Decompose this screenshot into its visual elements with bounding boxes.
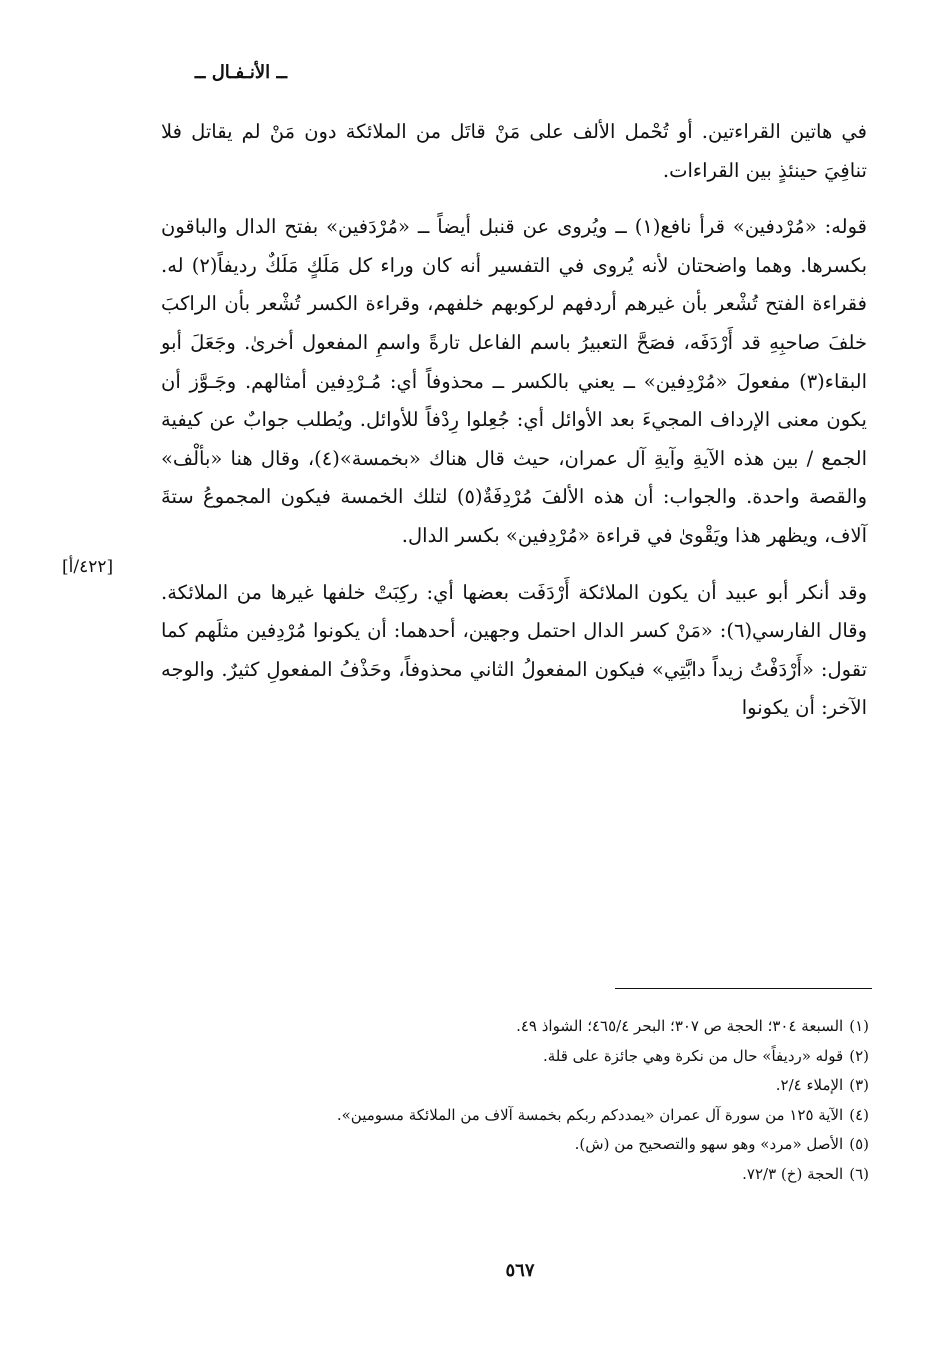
footnote: [169, 1130, 869, 1160]
footnote-number: (١): [849, 1017, 869, 1035]
margin-folio-reference: [٤٢٢/أ]: [62, 557, 114, 577]
footnote-number: (٥): [849, 1135, 869, 1153]
footnote: [169, 1071, 869, 1101]
footnote-text: الأصل «مرد» وهو سهو والتصحيح من (ش).: [574, 1135, 844, 1153]
paragraph: في هاتين القراءتين. أو تُحْمل الألف على مَنْ قاتَل من الملائكة دون مَنْ لم يقاتل فلا تنافِيَ حينئذٍ بين القراءات.: [161, 120, 867, 182]
footnote-text: السبعة ٣٠٤؛ الحجة ص ٣٠٧؛ البحر ٤٦٥/٤؛ الشواذ ٤٩.: [516, 1017, 844, 1035]
footnote-divider: [615, 988, 872, 989]
footnote-text: الحجة (خ) ٧٢/٣.: [742, 1164, 844, 1183]
page-number: ٥٦٧: [505, 1260, 535, 1281]
footnote: [169, 1042, 869, 1072]
footnote: [169, 1012, 869, 1042]
footnote: [169, 1160, 869, 1190]
footnote-text: الإملاء ٢/٤.: [775, 1076, 844, 1094]
footnote: [169, 1101, 869, 1131]
running-header: ــ الأنـفـال ــ: [194, 62, 287, 83]
footnotes: [169, 1012, 869, 1189]
footnote-text: قوله «رديفاً» حال من نكرة وهي جائزة على قلة.: [542, 1046, 844, 1065]
footnote-number: (٣): [849, 1076, 869, 1094]
footnote-text: الآية ١٢٥ من سورة آل عمران «يمددكم ربكم بخمسة آلاف من الملائكة مسومين».: [336, 1105, 844, 1124]
main-text: [161, 113, 867, 728]
paragraph: قوله: «مُرْدفين» قرأ نافع(١) ــ ويُروى عن قنبل أيضاً ــ «مُرْدَفين» بفتح الدال والباقون بكسرها. وهما واضحتان لأنه يُروى في التفسير أنه كان وراء كل مَلَكٍ مَلَكٌ رديفاً(٢) له. فقراءة الفتح تُشْعر بأن غيرهم أردفهم لركوبهم خلفهم، وقراءة الكسر تُشْعر بأن الراكبَ خلفَ صاحبِهِ قد أَرْدَفَه، فصَحَّ التعبيرُ باسم الفاعل تارةً واسمِ المفعول أخرىٰ. وجَعَلَ أبو البقاء(٣) مفعولَ «مُرْدِفين» ــ يعني بالكسر ــ محذوفاً أي: مُـرْدِفين أمثالهم. وجَـوَّز أن يكون معنى الإرداف المجيءَ بعد الأوائل أي: جُعِلوا رِدْفاً للأوائل. ويُطلب جوابٌ عن كيفية الجمع / بين هذه الآيةِ وآيةِ آل عمران، حيث قال هناك «بخمسة»(٤)، وقال هنا «بألْف» والقصة واحدة. والجواب: أن هذه الألفَ مُرْدِفَةٌ(٥) لتلك الخمسة فيكون المجموعُ ستةَ آلاف، ويظهر هذا ويَقْوىٰ في قراءة «مُرْدِفين» بكسر الدال.: [161, 215, 867, 547]
footnote-number: (٦): [849, 1164, 869, 1183]
footnote-number: (٤): [849, 1105, 869, 1124]
footnote-number: (٢): [849, 1046, 869, 1065]
paragraph: وقد أنكر أبو عبيد أن يكون الملائكة أَرْدَفَت بعضها أي: ركِبَتْ خلفها غيرها من الملائكة. وقال الفارسي(٦): «مَنْ كسر الدال احتمل وجهين، أحدهما: أن يكونوا مُرْدِفين مثلَهم كما تقول: «أَرْدَفْتُ زيداً دابَّتِي» فيكون المفعولُ الثاني محذوفاً، وحَذْفُ المفعولِ كثيرٌ. والوجه الآخر: أن يكونوا: [161, 580, 868, 720]
